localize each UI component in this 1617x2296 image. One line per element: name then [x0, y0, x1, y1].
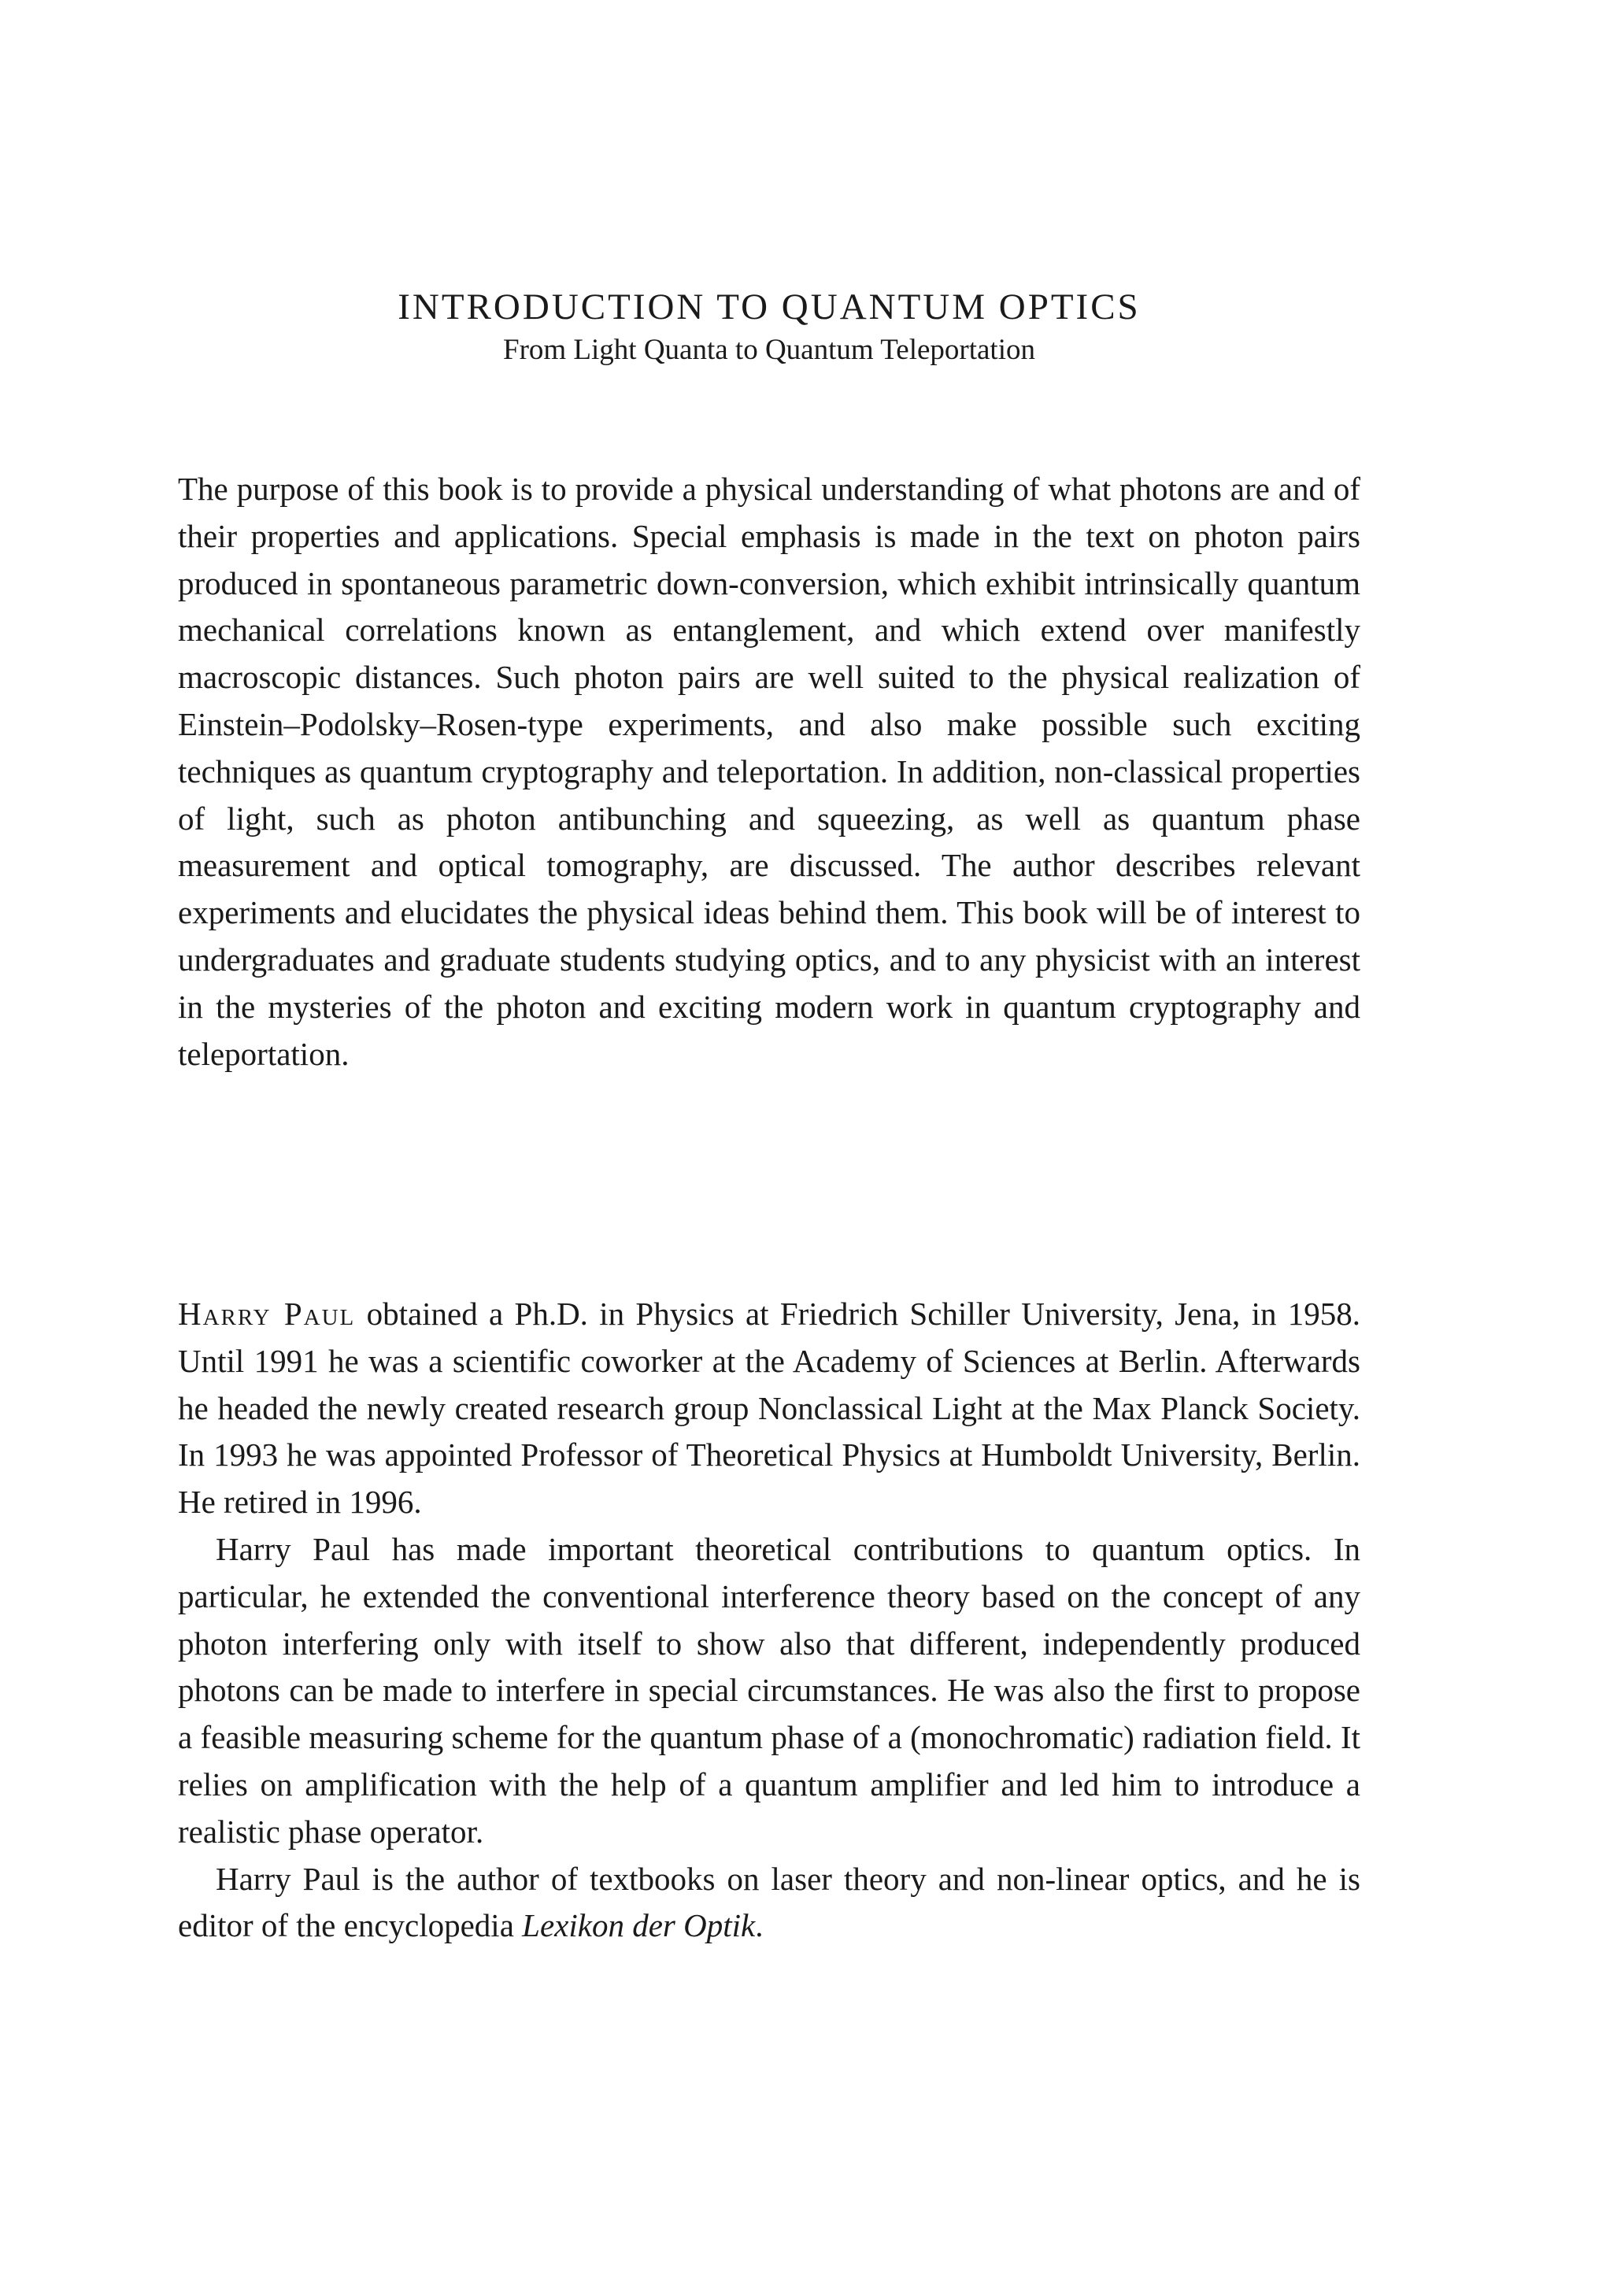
book-description: [178, 466, 1360, 1078]
title-block: [178, 283, 1360, 370]
bio-paragraph-1-text: obtained a Ph.D. in Physics at Friedrich Schiller University, Jena, in 1958. Until 1991 he was a scientific coworker at the Academy of Sciences at Berlin. Afterwards he headed the newly created research group Nonclassical Light at the Max Planck Society. In 1993 he was appointed Professor of Theoretical Physics at Humboldt University, Berlin. He retired in 1996.: [178, 1296, 1361, 1521]
book-subtitle: From Light Quanta to Quantum Teleportation: [503, 334, 1035, 366]
book-title: INTRODUCTION TO QUANTUM OPTICS: [398, 287, 1141, 327]
encyclopedia-title: Lexikon der Optik: [522, 1907, 756, 1944]
author-name: Harry Paul: [178, 1296, 356, 1332]
bio-paragraph-2: Harry Paul has made important theoretical contributions to quantum optics. In particular, he extended the conventional interference theory based on the concept of any photon interfering only with itself to show also that different, independently produced photons can be made to interfere in special circumstances. He was also the first to propose a feasible measuring scheme for the quantum phase of a (monochromatic) radiation field. It relies on amplification with the help of a quantum amplifier and led him to introduce a realistic phase operator.: [178, 1530, 1360, 1850]
description-paragraph: The purpose of this book is to provide a physical understanding of what photons are and of their properties and applications. Special emphasis is made in the text on photon pairs produced in spontaneous parametric down-conversion, which exhibit intrinsically quantum mechanical correlations known as entanglement, and which extend over manifestly macroscopic distances. Such photon pairs are well suited to the physical realization of Einstein–Podolsky–Rosen-type experiments, and also make possible such exciting techniques as quantum cryptography and teleportation. In addition, non-classical properties of light, such as photon antibunching and squeezing, as well as quantum phase measurement and optical tomography, are discussed. The author describes relevant experiments and elucidates the physical ideas behind them. This book will be of interest to undergraduates and graduate students studying optics, and to any physicist with an interest in the mysteries of the photon and exciting modern work in quantum cryptography and teleportation.: [178, 471, 1360, 1072]
bio-paragraph-3: [178, 1856, 1360, 1950]
bio-paragraph-3-end: .: [755, 1907, 764, 1944]
bio-paragraph-3-text: Harry Paul is the author of textbooks on laser theory and non-linear optics, and he is editor of the encyclopedia: [178, 1860, 1360, 1944]
bio-paragraph-1: [178, 1291, 1360, 1526]
author-bio: [178, 1291, 1360, 1950]
